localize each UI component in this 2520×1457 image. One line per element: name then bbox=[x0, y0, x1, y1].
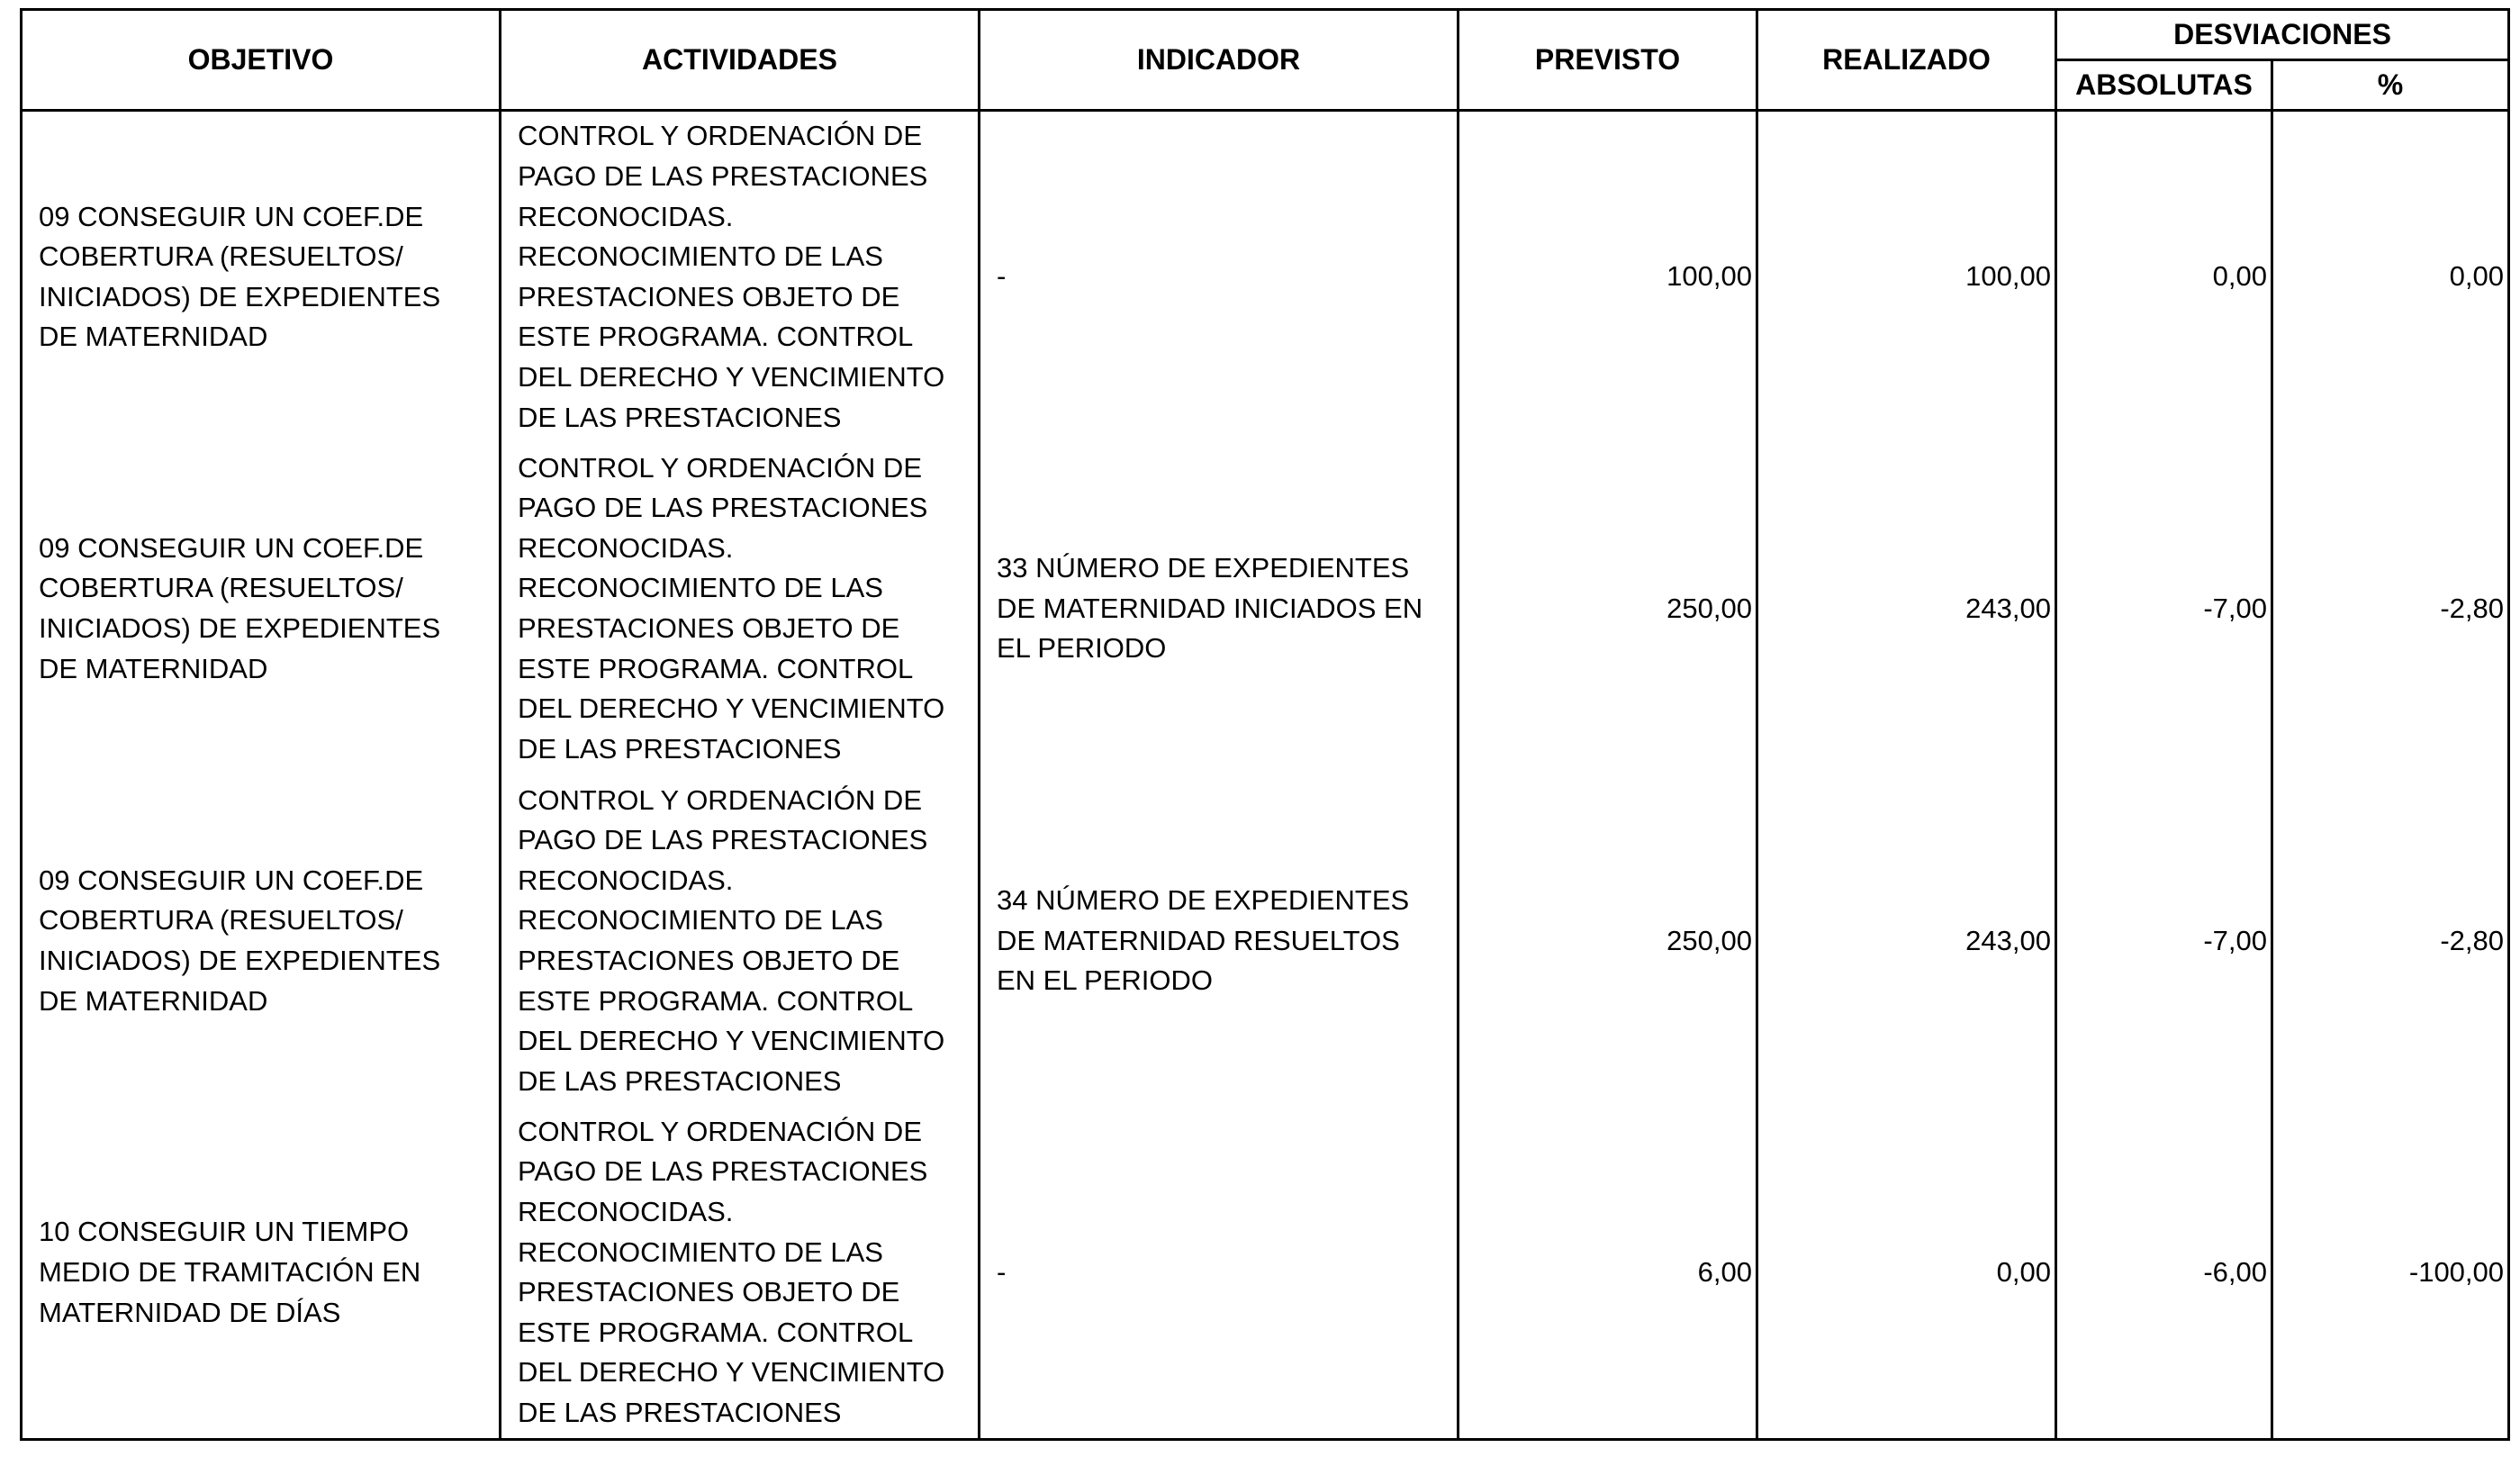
header-indicador: INDICADOR bbox=[980, 10, 1459, 111]
cell-actividades: CONTROL Y ORDENACIÓN DE PAGO DE LAS PRESTACIONES RECONOCIDAS. RECONOCIMIENTO DE LAS PRESTACIONES OBJETO DE ESTE PROGRAMA. CONTROL DEL DERECHO Y VENCIMIENTO DE LAS PRESTACIONES bbox=[501, 443, 980, 775]
header-row bbox=[22, 10, 2509, 60]
table-row bbox=[22, 111, 2509, 443]
cell-absolutas: 0,00 bbox=[2056, 111, 2272, 443]
cell-previsto: 100,00 bbox=[1459, 111, 1757, 443]
cell-absolutas: -7,00 bbox=[2056, 443, 2272, 775]
cell-porcentaje: -100,00 bbox=[2272, 1108, 2509, 1440]
report-sheet bbox=[20, 8, 2507, 1441]
table-body bbox=[22, 111, 2509, 1440]
table-row bbox=[22, 775, 2509, 1108]
cell-objetivo: 09 CONSEGUIR UN COEF.DE COBERTURA (RESUELTOS/ INICIADOS) DE EXPEDIENTES DE MATERNIDAD bbox=[22, 111, 501, 443]
cell-indicador: - bbox=[980, 111, 1459, 443]
header-previsto: PREVISTO bbox=[1459, 10, 1757, 111]
header-actividades: ACTIVIDADES bbox=[501, 10, 980, 111]
cell-indicador: 34 NÚMERO DE EXPEDIENTES DE MATERNIDAD RESUELTOS EN EL PERIODO bbox=[980, 775, 1459, 1108]
cell-porcentaje: 0,00 bbox=[2272, 111, 2509, 443]
cell-absolutas: -7,00 bbox=[2056, 775, 2272, 1108]
cell-previsto: 250,00 bbox=[1459, 443, 1757, 775]
table-row bbox=[22, 1108, 2509, 1440]
cell-actividades: CONTROL Y ORDENACIÓN DE PAGO DE LAS PRESTACIONES RECONOCIDAS. RECONOCIMIENTO DE LAS PRESTACIONES OBJETO DE ESTE PROGRAMA. CONTROL DEL DERECHO Y VENCIMIENTO DE LAS PRESTACIONES bbox=[501, 775, 980, 1108]
cell-previsto: 250,00 bbox=[1459, 775, 1757, 1108]
cell-actividades: CONTROL Y ORDENACIÓN DE PAGO DE LAS PRESTACIONES RECONOCIDAS. RECONOCIMIENTO DE LAS PRESTACIONES OBJETO DE ESTE PROGRAMA. CONTROL DEL DERECHO Y VENCIMIENTO DE LAS PRESTACIONES bbox=[501, 1108, 980, 1440]
cell-indicador: - bbox=[980, 1108, 1459, 1440]
objectives-table bbox=[20, 8, 2510, 1441]
header-objetivo: OBJETIVO bbox=[22, 10, 501, 111]
table-header bbox=[22, 10, 2509, 111]
cell-indicador: 33 NÚMERO DE EXPEDIENTES DE MATERNIDAD INICIADOS EN EL PERIODO bbox=[980, 443, 1459, 775]
cell-objetivo: 09 CONSEGUIR UN COEF.DE COBERTURA (RESUELTOS/ INICIADOS) DE EXPEDIENTES DE MATERNIDAD bbox=[22, 443, 501, 775]
cell-realizado: 100,00 bbox=[1757, 111, 2056, 443]
table-row bbox=[22, 443, 2509, 775]
cell-actividades: CONTROL Y ORDENACIÓN DE PAGO DE LAS PRESTACIONES RECONOCIDAS. RECONOCIMIENTO DE LAS PRESTACIONES OBJETO DE ESTE PROGRAMA. CONTROL DEL DERECHO Y VENCIMIENTO DE LAS PRESTACIONES bbox=[501, 111, 980, 443]
cell-porcentaje: -2,80 bbox=[2272, 443, 2509, 775]
cell-objetivo: 10 CONSEGUIR UN TIEMPO MEDIO DE TRAMITACIÓN EN MATERNIDAD DE DÍAS bbox=[22, 1108, 501, 1440]
cell-realizado: 243,00 bbox=[1757, 775, 2056, 1108]
cell-absolutas: -6,00 bbox=[2056, 1108, 2272, 1440]
cell-objetivo: 09 CONSEGUIR UN COEF.DE COBERTURA (RESUELTOS/ INICIADOS) DE EXPEDIENTES DE MATERNIDAD bbox=[22, 775, 501, 1108]
header-porcentaje: % bbox=[2272, 60, 2509, 111]
header-desviaciones: DESVIACIONES bbox=[2056, 10, 2509, 60]
cell-porcentaje: -2,80 bbox=[2272, 775, 2509, 1108]
cell-realizado: 243,00 bbox=[1757, 443, 2056, 775]
header-realizado: REALIZADO bbox=[1757, 10, 2056, 111]
header-absolutas: ABSOLUTAS bbox=[2056, 60, 2272, 111]
cell-previsto: 6,00 bbox=[1459, 1108, 1757, 1440]
cell-realizado: 0,00 bbox=[1757, 1108, 2056, 1440]
